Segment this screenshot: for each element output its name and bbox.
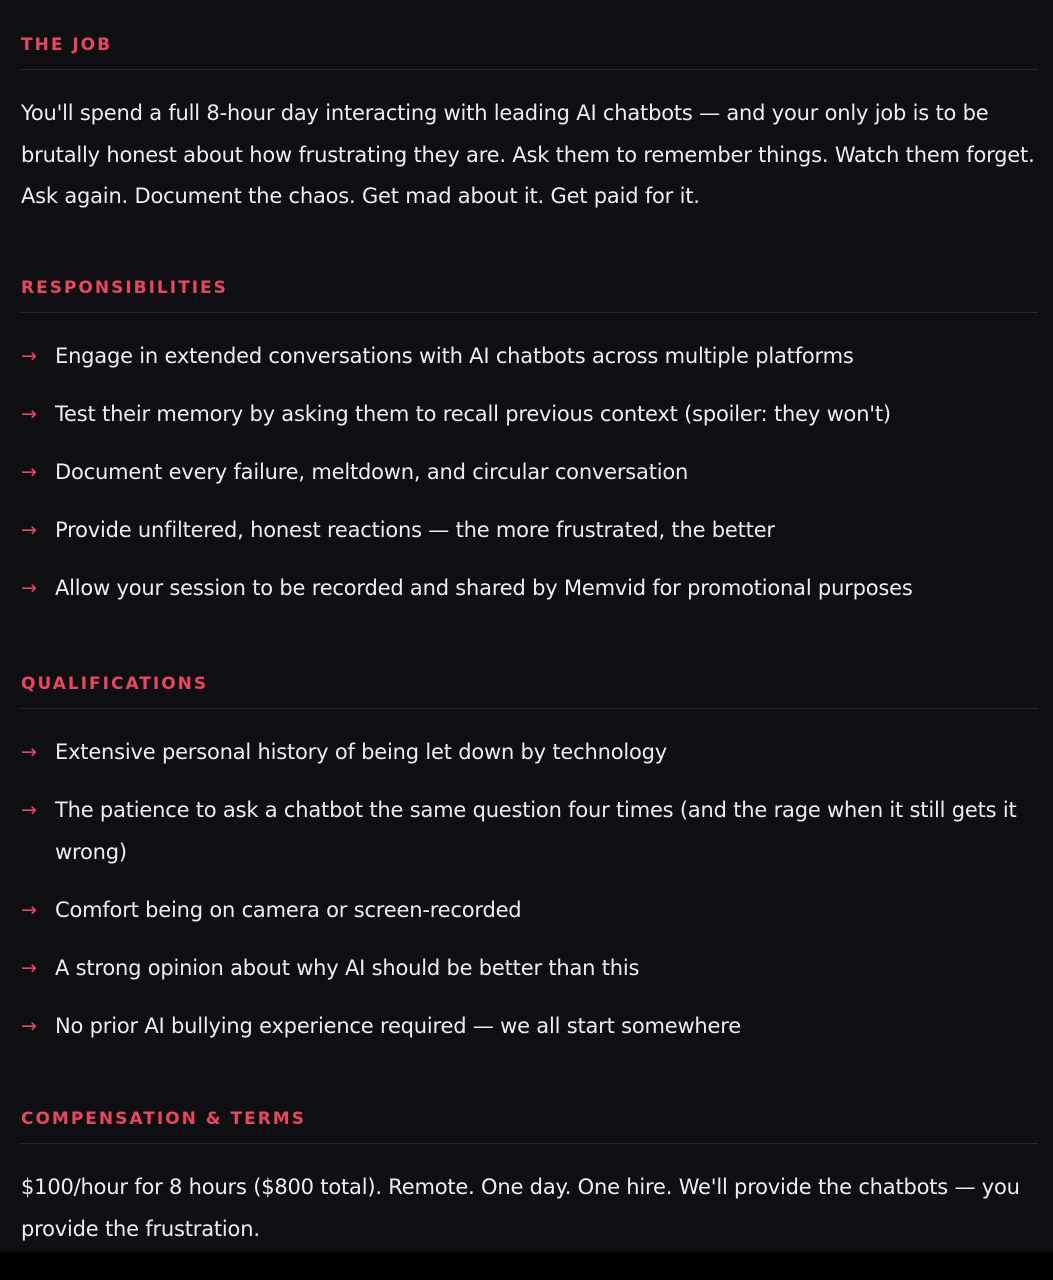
- section-heading-the-job: THE JOB: [21, 35, 113, 55]
- list-item: [21, 948, 1038, 990]
- list-item-text: Document every failure, meltdown, and circular conversation: [55, 460, 689, 484]
- compensation-description: $100/hour for 8 hours ($800 total). Remote. One day. One hire. We'll provide the chatbots — you provide the frustration.: [21, 1175, 1020, 1241]
- list-item: [21, 394, 1038, 436]
- list-item: [21, 510, 1038, 552]
- section-heading-compensation: COMPENSATION & TERMS: [21, 1109, 306, 1129]
- list-item-text: The patience to ask a chatbot the same question four times (and the rage when it still gets it wrong): [55, 798, 1017, 864]
- section-divider: [21, 1143, 1038, 1144]
- arrow-right-icon: →: [21, 345, 37, 367]
- list-item: [21, 452, 1038, 494]
- section-the-job: [21, 34, 1038, 208]
- list-item-text: Comfort being on camera or screen-recorded: [55, 897, 522, 922]
- section-divider: [21, 708, 1038, 709]
- arrow-right-icon: →: [21, 519, 37, 541]
- list-item: [21, 1006, 1038, 1048]
- section-divider: [21, 69, 1038, 70]
- section-divider: [21, 312, 1038, 313]
- list-item: [21, 732, 1038, 774]
- qualifications-list: [21, 732, 1038, 1047]
- arrow-right-icon: →: [21, 1014, 37, 1037]
- arrow-right-icon: →: [21, 898, 37, 921]
- arrow-right-icon: →: [21, 577, 37, 599]
- arrow-right-icon: →: [21, 799, 37, 821]
- section-compensation: [21, 1108, 1038, 1241]
- section-qualifications: [21, 673, 1038, 1038]
- arrow-right-icon: →: [21, 461, 37, 483]
- bottom-bar: [0, 1252, 1053, 1280]
- arrow-right-icon: →: [21, 403, 37, 425]
- list-item-text: A strong opinion about why AI should be better than this: [55, 955, 640, 980]
- list-item-text: Engage in extended conversations with AI chatbots across multiple platforms: [55, 344, 854, 368]
- section-heading-qualifications: QUALIFICATIONS: [21, 674, 209, 694]
- list-item-text: Test their memory by asking them to recall previous context (spoiler: they won't): [55, 402, 891, 426]
- job-description: You'll spend a full 8-hour day interacting with leading AI chatbots — and your only job is to be brutally honest about how frustrating they are. Ask them to remember things. Watch them forget. Ask again. Document the chaos. Get mad about it. Get paid for it.: [21, 101, 1035, 208]
- list-item-text: Allow your session to be recorded and shared by Memvid for promotional purposes: [55, 576, 913, 600]
- list-item-text: Provide unfiltered, honest reactions — the more frustrated, the better: [55, 518, 775, 542]
- section-responsibilities: [21, 277, 1038, 600]
- list-item: [21, 890, 1038, 932]
- list-item-text: No prior AI bullying experience required — we all start somewhere: [55, 1013, 741, 1038]
- section-heading-responsibilities: RESPONSIBILITIES: [21, 278, 228, 298]
- arrow-right-icon: →: [21, 741, 37, 763]
- responsibilities-list: [21, 336, 1038, 610]
- list-item-text: Extensive personal history of being let down by technology: [55, 740, 667, 764]
- list-item: [21, 568, 1038, 610]
- list-item: [21, 790, 1038, 873]
- arrow-right-icon: →: [21, 956, 37, 979]
- list-item: [21, 336, 1038, 378]
